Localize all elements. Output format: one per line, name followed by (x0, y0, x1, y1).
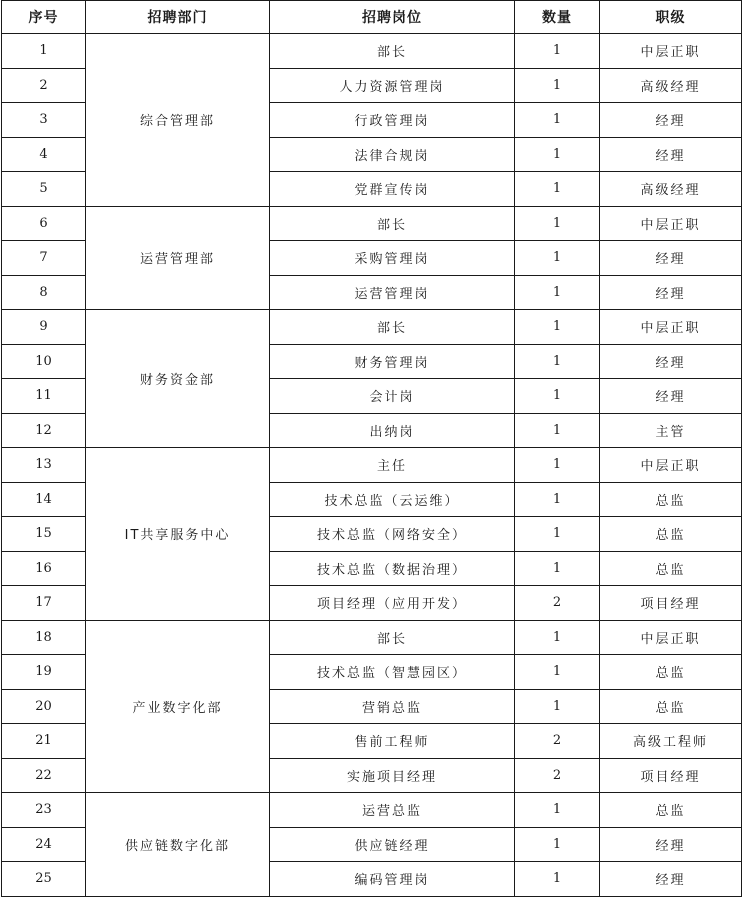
seq-cell: 15 (2, 517, 86, 552)
position-cell: 主任 (270, 448, 515, 483)
level-cell: 高级经理 (600, 172, 742, 207)
seq-cell: 10 (2, 344, 86, 379)
seq-cell: 11 (2, 379, 86, 414)
seq-cell: 4 (2, 137, 86, 172)
level-cell: 高级经理 (600, 68, 742, 103)
position-cell: 部长 (270, 206, 515, 241)
seq-cell: 18 (2, 620, 86, 655)
department-cell: 供应链数字化部 (86, 793, 270, 897)
level-cell: 总监 (600, 655, 742, 690)
position-cell: 运营总监 (270, 793, 515, 828)
level-cell: 高级工程师 (600, 724, 742, 759)
seq-cell: 1 (2, 34, 86, 69)
count-cell: 1 (515, 379, 600, 414)
seq-cell: 12 (2, 413, 86, 448)
table-row (2, 448, 742, 483)
level-cell: 经理 (600, 137, 742, 172)
position-cell: 部长 (270, 620, 515, 655)
seq-cell: 17 (2, 586, 86, 621)
seq-cell: 23 (2, 793, 86, 828)
department-cell: 财务资金部 (86, 310, 270, 448)
level-cell: 总监 (600, 689, 742, 724)
position-cell: 部长 (270, 310, 515, 345)
count-cell: 1 (515, 793, 600, 828)
position-cell: 会计岗 (270, 379, 515, 414)
count-cell: 1 (515, 206, 600, 241)
position-cell: 出纳岗 (270, 413, 515, 448)
level-cell: 中层正职 (600, 206, 742, 241)
header-department: 招聘部门 (86, 1, 270, 34)
level-cell: 中层正职 (600, 620, 742, 655)
department-cell: 综合管理部 (86, 34, 270, 207)
header-row (2, 1, 742, 34)
position-cell: 技术总监（数据治理） (270, 551, 515, 586)
seq-cell: 8 (2, 275, 86, 310)
seq-cell: 22 (2, 758, 86, 793)
position-cell: 党群宣传岗 (270, 172, 515, 207)
seq-cell: 24 (2, 827, 86, 862)
table-row (2, 310, 742, 345)
position-cell: 运营管理岗 (270, 275, 515, 310)
level-cell: 总监 (600, 551, 742, 586)
department-cell: IT共享服务中心 (86, 448, 270, 621)
seq-cell: 2 (2, 68, 86, 103)
position-cell: 财务管理岗 (270, 344, 515, 379)
table-row (2, 793, 742, 828)
position-cell: 行政管理岗 (270, 103, 515, 138)
position-cell: 营销总监 (270, 689, 515, 724)
count-cell: 1 (515, 827, 600, 862)
level-cell: 经理 (600, 344, 742, 379)
level-cell: 总监 (600, 793, 742, 828)
count-cell: 1 (515, 172, 600, 207)
position-cell: 人力资源管理岗 (270, 68, 515, 103)
table-body (2, 34, 742, 897)
position-cell: 技术总监（网络安全） (270, 517, 515, 552)
recruitment-table (1, 0, 742, 897)
position-cell: 实施项目经理 (270, 758, 515, 793)
position-cell: 技术总监（智慧园区） (270, 655, 515, 690)
seq-cell: 20 (2, 689, 86, 724)
header-position: 招聘岗位 (270, 1, 515, 34)
department-cell: 运营管理部 (86, 206, 270, 310)
count-cell: 1 (515, 241, 600, 276)
count-cell: 1 (515, 310, 600, 345)
level-cell: 总监 (600, 517, 742, 552)
count-cell: 1 (515, 103, 600, 138)
seq-cell: 3 (2, 103, 86, 138)
level-cell: 经理 (600, 827, 742, 862)
position-cell: 项目经理（应用开发） (270, 586, 515, 621)
position-cell: 供应链经理 (270, 827, 515, 862)
position-cell: 售前工程师 (270, 724, 515, 759)
seq-cell: 25 (2, 862, 86, 897)
position-cell: 编码管理岗 (270, 862, 515, 897)
count-cell: 2 (515, 758, 600, 793)
count-cell: 1 (515, 68, 600, 103)
count-cell: 1 (515, 344, 600, 379)
seq-cell: 13 (2, 448, 86, 483)
table-row (2, 206, 742, 241)
count-cell: 1 (515, 34, 600, 69)
seq-cell: 19 (2, 655, 86, 690)
header-count: 数量 (515, 1, 600, 34)
level-cell: 经理 (600, 379, 742, 414)
count-cell: 1 (515, 620, 600, 655)
seq-cell: 21 (2, 724, 86, 759)
level-cell: 经理 (600, 862, 742, 897)
count-cell: 2 (515, 586, 600, 621)
level-cell: 经理 (600, 103, 742, 138)
level-cell: 主管 (600, 413, 742, 448)
count-cell: 1 (515, 137, 600, 172)
seq-cell: 7 (2, 241, 86, 276)
count-cell: 1 (515, 862, 600, 897)
position-cell: 采购管理岗 (270, 241, 515, 276)
count-cell: 1 (515, 448, 600, 483)
level-cell: 经理 (600, 241, 742, 276)
header-seq: 序号 (2, 1, 86, 34)
count-cell: 1 (515, 551, 600, 586)
seq-cell: 6 (2, 206, 86, 241)
level-cell: 经理 (600, 275, 742, 310)
level-cell: 中层正职 (600, 448, 742, 483)
count-cell: 1 (515, 275, 600, 310)
position-cell: 法律合规岗 (270, 137, 515, 172)
seq-cell: 14 (2, 482, 86, 517)
count-cell: 1 (515, 482, 600, 517)
seq-cell: 5 (2, 172, 86, 207)
header-level: 职级 (600, 1, 742, 34)
position-cell: 技术总监（云运维） (270, 482, 515, 517)
table-row (2, 620, 742, 655)
count-cell: 1 (515, 689, 600, 724)
count-cell: 2 (515, 724, 600, 759)
count-cell: 1 (515, 655, 600, 690)
level-cell: 中层正职 (600, 34, 742, 69)
level-cell: 项目经理 (600, 586, 742, 621)
position-cell: 部长 (270, 34, 515, 69)
level-cell: 总监 (600, 482, 742, 517)
table-row (2, 34, 742, 69)
count-cell: 1 (515, 517, 600, 552)
seq-cell: 9 (2, 310, 86, 345)
level-cell: 中层正职 (600, 310, 742, 345)
seq-cell: 16 (2, 551, 86, 586)
department-cell: 产业数字化部 (86, 620, 270, 793)
level-cell: 项目经理 (600, 758, 742, 793)
count-cell: 1 (515, 413, 600, 448)
